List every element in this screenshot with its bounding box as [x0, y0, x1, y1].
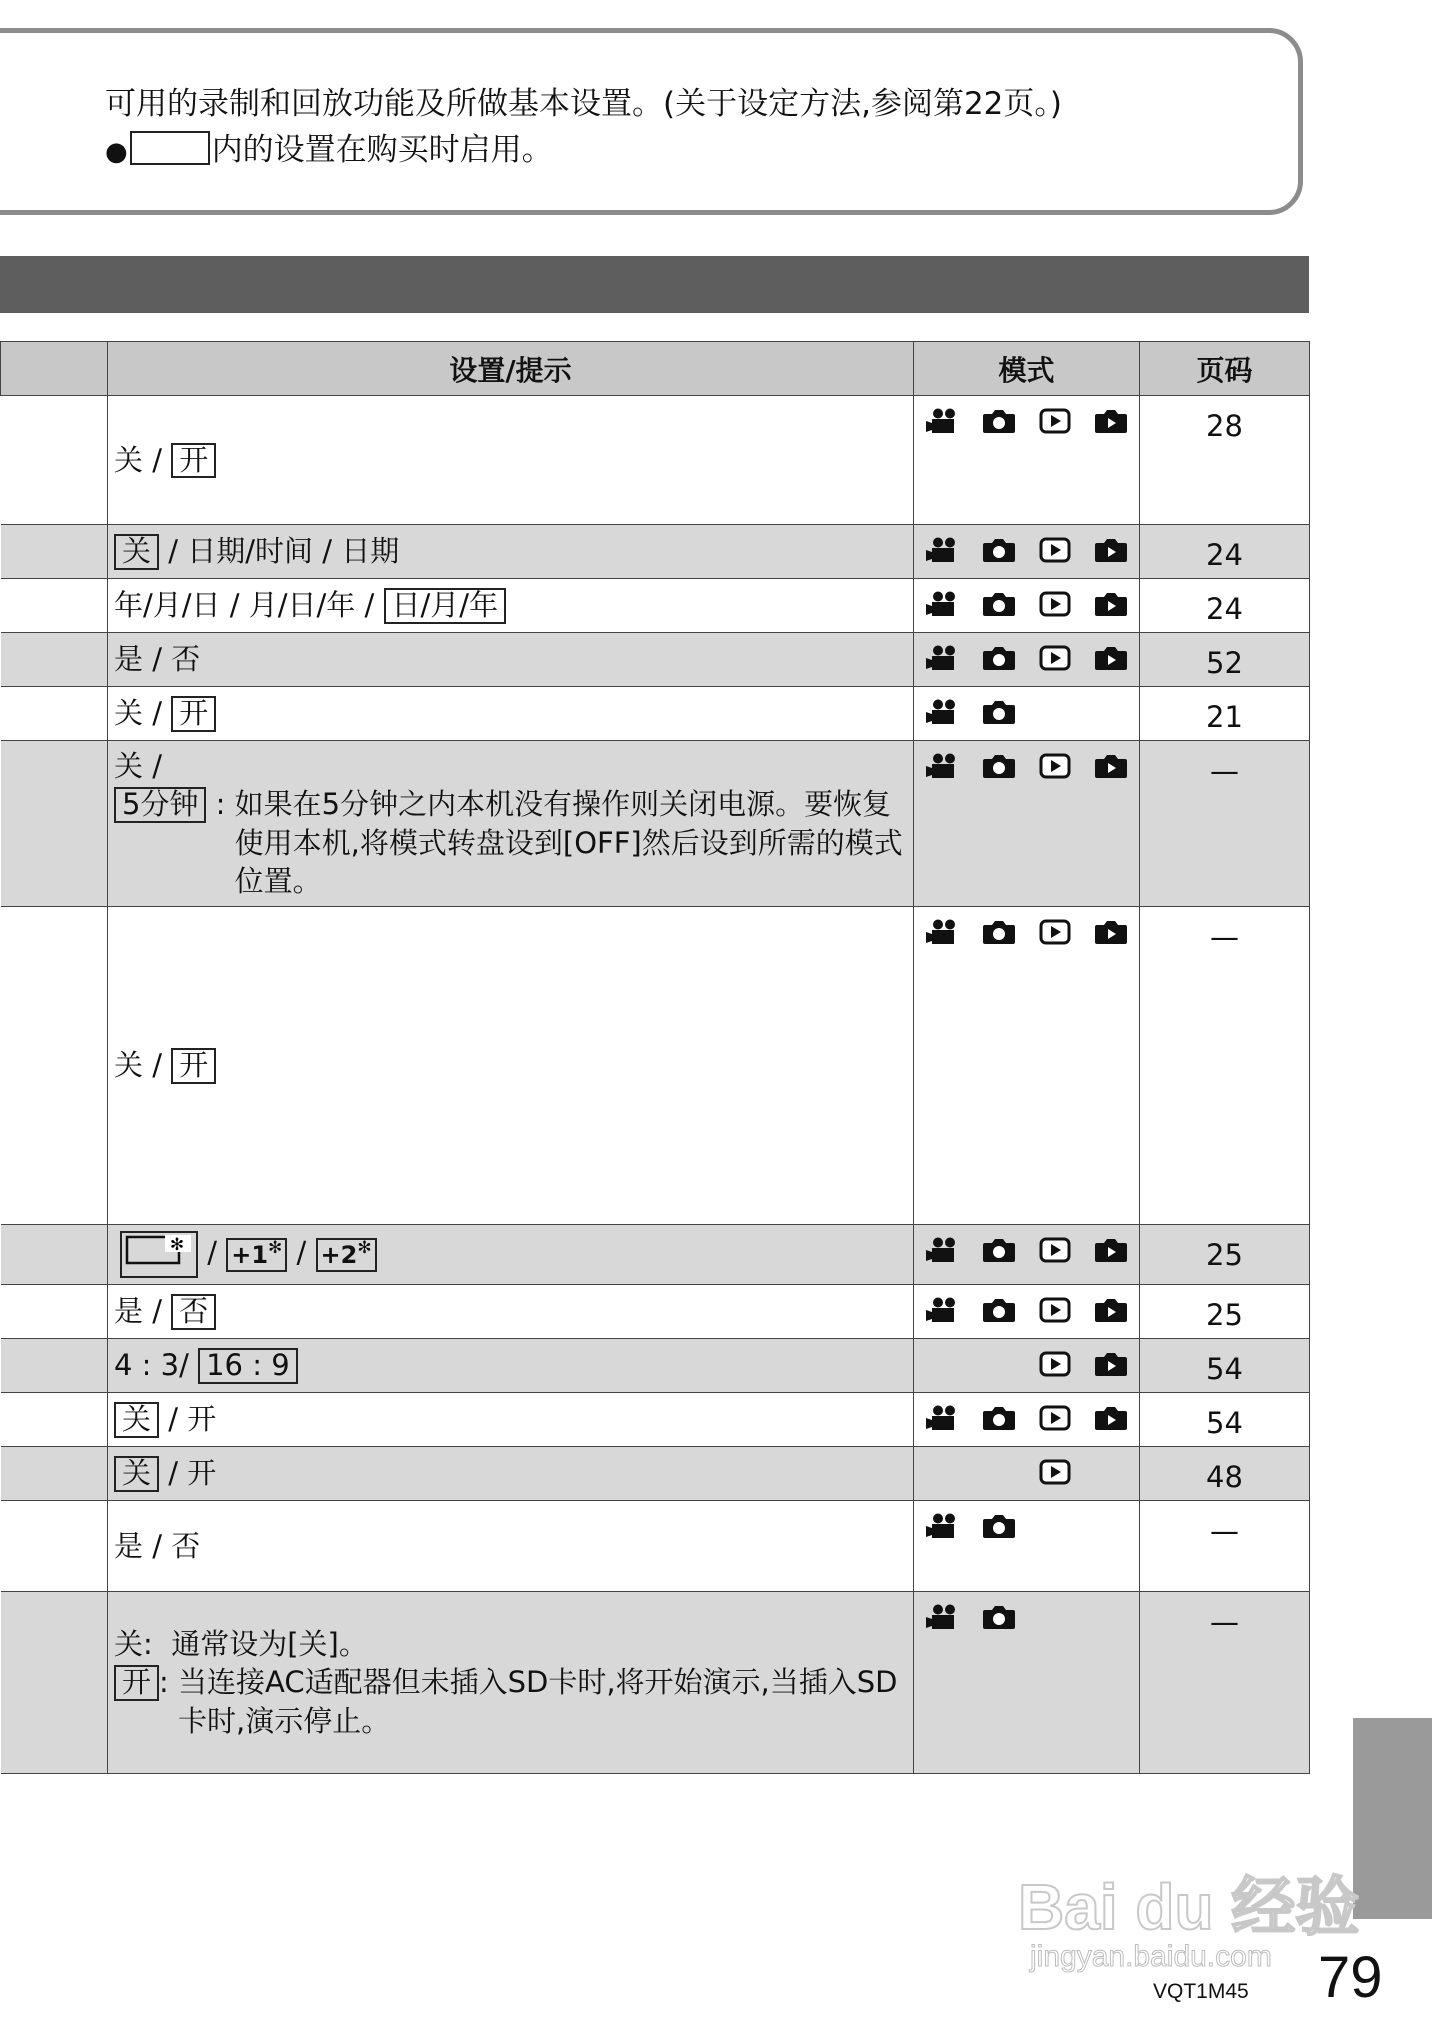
table-row [1, 1393, 1310, 1447]
table-row [1, 1501, 1310, 1592]
table-row [1, 525, 1310, 579]
settings-cell: 关 / 开 [108, 687, 914, 741]
video-camera-icon [926, 645, 960, 671]
video-camera-icon [926, 919, 960, 945]
video-play-icon [1038, 919, 1072, 945]
mode-cell [914, 396, 1140, 525]
table-row [1, 741, 1310, 907]
video-play-icon [1038, 1237, 1072, 1263]
video-play-icon [1038, 1405, 1072, 1431]
mode-cell [914, 741, 1140, 907]
table-row [1, 1285, 1310, 1339]
camera-icon [982, 537, 1016, 563]
note-text: 通常设为[关]。 [171, 1627, 368, 1662]
page-cell: 48 [1140, 1447, 1310, 1501]
photo-play-icon [1094, 591, 1128, 617]
camera-icon [982, 1297, 1016, 1323]
video-camera-icon [926, 699, 960, 725]
photo-play-icon [1094, 1237, 1128, 1263]
photo-play-icon [1094, 1351, 1128, 1377]
page-cell: — [1140, 1501, 1310, 1592]
video-play-icon [1038, 645, 1072, 671]
mode-cell [914, 1393, 1140, 1447]
default-setting-box [130, 131, 210, 165]
video-play-icon [1038, 1351, 1072, 1377]
camera-icon [982, 699, 1016, 725]
page-cell: 54 [1140, 1339, 1310, 1393]
settings-cell: 关: 通常设为[关]。 开 : 当连接AC适配器但未插入SD卡时,将开始演示,当插入SD卡时,演示停止。 [108, 1592, 914, 1774]
video-play-icon [1038, 753, 1072, 779]
default-option: 关 [114, 1456, 159, 1491]
settings-cell: 关 / 开 [108, 396, 914, 525]
video-camera-icon [926, 1604, 960, 1630]
mode-cell [914, 633, 1140, 687]
settings-cell: 是 / 否 [108, 633, 914, 687]
note-text: 如果在5分钟之内本机没有操作则关闭电源。要恢复使用本机,将模式转盘设到[OFF]然后设到所需的模式位置。 [234, 787, 903, 898]
table-row [1, 1339, 1310, 1393]
page-cell: 28 [1140, 396, 1310, 525]
mode-cell [914, 579, 1140, 633]
mode-cell [914, 1592, 1140, 1774]
video-camera-icon [926, 1237, 960, 1263]
camera-icon [982, 408, 1016, 434]
table-header-row [1, 342, 1310, 396]
video-camera-icon [926, 537, 960, 563]
video-camera-icon [926, 1297, 960, 1323]
page-number: 79 [1318, 1945, 1383, 2010]
table-row [1, 1447, 1310, 1501]
mode-cell [914, 1339, 1140, 1393]
settings-cell: 关 / 开 [108, 1447, 914, 1501]
page-cell: 54 [1140, 1393, 1310, 1447]
table-row [1, 633, 1310, 687]
default-option: 开 [171, 1048, 216, 1083]
camera-icon [982, 1513, 1016, 1539]
photo-play-icon [1094, 1297, 1128, 1323]
mode-cell [914, 525, 1140, 579]
settings-cell: 关 / 5分钟 : 如果在5分钟之内本机没有操作则关闭电源。要恢复使用本机,将模式转盘设到[OFF]然后设到所需的模式位置。 [108, 741, 914, 907]
photo-play-icon [1094, 408, 1128, 434]
table-row [1, 907, 1310, 1225]
table-row [1, 687, 1310, 741]
page-cell: 25 [1140, 1285, 1310, 1339]
bullet: ● [105, 137, 128, 167]
camera-icon [982, 1604, 1016, 1630]
page-side-tab [1353, 1718, 1432, 1919]
page-cell: 21 [1140, 687, 1310, 741]
camera-icon [982, 1237, 1016, 1263]
page-cell: 52 [1140, 633, 1310, 687]
default-option: 开 [171, 696, 216, 731]
video-camera-icon [926, 408, 960, 434]
mode-cell [914, 687, 1140, 741]
photo-play-icon [1094, 753, 1128, 779]
intro-line-2 [105, 131, 553, 166]
settings-table [0, 341, 1310, 1774]
mode-cell [914, 1285, 1140, 1339]
section-header-bar [0, 256, 1309, 313]
camera-icon [982, 919, 1016, 945]
page-cell: 24 [1140, 525, 1310, 579]
brightness-plus2-icon: +2 ✻ [316, 1238, 377, 1272]
settings-cell: 4 : 3/ 16 : 9 [108, 1339, 914, 1393]
intro-line-2-text: 内的设置在购买时启用。 [211, 132, 553, 168]
video-play-icon [1038, 591, 1072, 617]
mode-cell [914, 1501, 1140, 1592]
video-camera-icon [926, 1513, 960, 1539]
watermark-brand: Bai du 经验 [1018, 1871, 1360, 1943]
table-row [1, 1592, 1310, 1774]
video-play-icon [1038, 1459, 1072, 1485]
page-cell: — [1140, 741, 1310, 907]
default-option: 16 : 9 [198, 1348, 298, 1383]
video-camera-icon [926, 1405, 960, 1431]
page-cell: 24 [1140, 579, 1310, 633]
page-header: 页码 [1140, 342, 1310, 396]
model-code: VQT1M45 [1153, 1980, 1249, 2003]
table-row [1, 396, 1310, 525]
settings-cell: 关 / 开 [108, 1393, 914, 1447]
default-option: 否 [171, 1294, 216, 1329]
page-cell: — [1140, 907, 1310, 1225]
default-option: 开 [171, 443, 216, 478]
camera-icon [982, 645, 1016, 671]
intro-line-1: 可用的录制和回放功能及所做基本设置。(关于设定方法,参阅第22页。) [105, 86, 1062, 122]
default-option: 5分钟 [114, 787, 206, 822]
photo-play-icon [1094, 537, 1128, 563]
camera-icon [982, 1405, 1016, 1431]
photo-play-icon [1094, 1405, 1128, 1431]
video-camera-icon [926, 591, 960, 617]
item-header [1, 342, 108, 396]
svg-text:✻: ✻ [169, 1234, 185, 1255]
settings-cell: 关 / 日期/时间 / 日期 [108, 525, 914, 579]
video-play-icon [1038, 408, 1072, 434]
page-cell: — [1140, 1592, 1310, 1774]
note-text: 当连接AC适配器但未插入SD卡时,将开始演示,当插入SD卡时,演示停止。 [178, 1665, 898, 1738]
watermark [1018, 1810, 1360, 1980]
default-option: 关 [114, 1402, 159, 1437]
mode-cell [914, 1225, 1140, 1285]
brightness-normal-icon [120, 1231, 198, 1278]
settings-cell: 是 / 否 [108, 1285, 914, 1339]
settings-cell: 是 / 否 [108, 1501, 914, 1592]
settings-cell: 关 / 开 [108, 907, 914, 1225]
mode-cell [914, 1447, 1140, 1501]
mode-header: 模式 [914, 342, 1140, 396]
video-play-icon [1038, 1297, 1072, 1323]
settings-cell: ✻ / +1 ✻ / +2 ✻ [108, 1225, 914, 1285]
photo-play-icon [1094, 919, 1128, 945]
mode-cell [914, 907, 1140, 1225]
brightness-plus1-icon: +1 ✻ [226, 1238, 287, 1272]
default-option: 关 [114, 534, 159, 569]
page-cell: 25 [1140, 1225, 1310, 1285]
default-option: 日/月/年 [384, 588, 507, 623]
watermark-url: jingyan.baidu.com [1030, 1940, 1272, 1973]
default-option: 开 [114, 1665, 159, 1700]
camera-icon [982, 591, 1016, 617]
video-play-icon [1038, 537, 1072, 563]
video-camera-icon [926, 753, 960, 779]
table-row [1, 1225, 1310, 1285]
settings-header: 设置/提示 [108, 342, 914, 396]
photo-play-icon [1094, 645, 1128, 671]
camera-icon [982, 753, 1016, 779]
table-row [1, 579, 1310, 633]
settings-cell: 年/月/日 / 月/日/年 / 日/月/年 [108, 579, 914, 633]
